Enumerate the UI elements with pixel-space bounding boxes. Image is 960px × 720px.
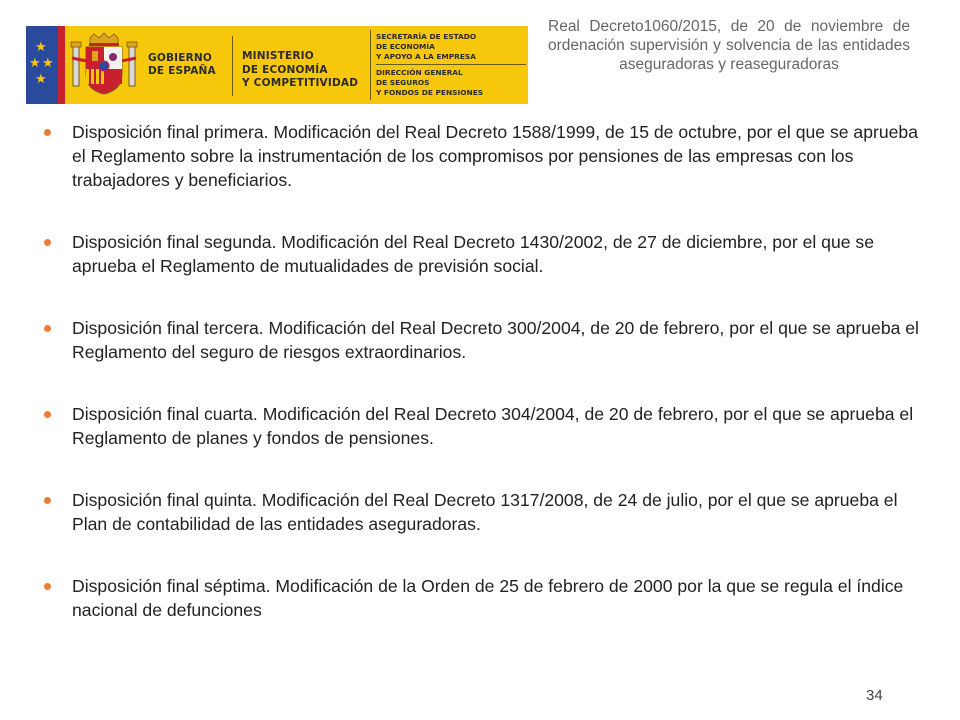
document-title: Real Decreto1060/2015, de 20 de noviembre de ordenación supervisión y solvencia de las entidades aseguradoras y reaseguradoras bbox=[548, 18, 910, 73]
bullet-icon bbox=[44, 129, 51, 136]
list-item-text: Disposición final cuarta. Modificación del Real Decreto 304/2004, de 20 de febrero, por el que se aprueba el Reglamento de planes y fondos de pensiones. bbox=[72, 404, 914, 448]
government-header-banner bbox=[26, 26, 528, 104]
header-divider bbox=[370, 30, 371, 100]
directorate-label: DIRECCIÓN GENERAL DE SEGUROS Y FONDOS DE PENSIONES bbox=[376, 68, 484, 97]
list-item-text: Disposición final tercera. Modificación del Real Decreto 300/2004, de 20 de febrero, por el que se aprueba el Reglamento del seguro de riesgos extraordinarios. bbox=[72, 318, 919, 362]
eu-star-icon: ★ bbox=[42, 55, 54, 70]
coat-of-arms-icon bbox=[70, 32, 138, 98]
list-item bbox=[44, 230, 924, 278]
list-item-text: Disposición final séptima. Modificación de la Orden de 25 de febrero de 2000 por la que se regula el índice nacional de defunciones bbox=[72, 576, 904, 620]
list-item bbox=[44, 316, 924, 364]
secretariat-label: SECRETARÍA DE ESTADO DE ECONOMÍA Y APOYO A LA EMPRESA bbox=[376, 32, 477, 61]
list-item-text: Disposición final quinta. Modificación del Real Decreto 1317/2008, de 24 de julio, por el que se aprueba el Plan de contabilidad de las entidades aseguradoras. bbox=[72, 490, 898, 534]
bullet-icon bbox=[44, 583, 51, 590]
bullet-icon bbox=[44, 497, 51, 504]
list-item bbox=[44, 574, 924, 622]
bullet-icon bbox=[44, 411, 51, 418]
header-divider bbox=[232, 36, 233, 96]
list-item bbox=[44, 488, 924, 536]
eu-flag-strip bbox=[26, 26, 58, 104]
eu-star-icon: ★ bbox=[35, 71, 47, 86]
red-strip bbox=[58, 26, 65, 104]
provisions-list bbox=[44, 120, 924, 660]
eu-star-icon: ★ bbox=[35, 39, 47, 54]
bullet-icon bbox=[44, 239, 51, 246]
eu-star-icon: ★ bbox=[29, 55, 41, 70]
ministry-label: MINISTERIO DE ECONOMÍA Y COMPETITIVIDAD bbox=[242, 50, 359, 89]
list-item-text: Disposición final primera. Modificación del Real Decreto 1588/1999, de 15 de octubre, por el que se aprueba el Reglamento sobre la instrumentación de los compromisos por pensiones de las empresas con los trabajadores y beneficiarios. bbox=[72, 122, 918, 190]
page-number: 34 bbox=[866, 687, 883, 704]
bullet-icon bbox=[44, 325, 51, 332]
list-item bbox=[44, 402, 924, 450]
list-item bbox=[44, 120, 924, 192]
header-divider bbox=[376, 64, 526, 65]
government-label: GOBIERNO DE ESPAÑA bbox=[148, 52, 216, 77]
list-item-text: Disposición final segunda. Modificación del Real Decreto 1430/2002, de 27 de diciembre, por el que se aprueba el Reglamento de mutualidades de previsión social. bbox=[72, 232, 874, 276]
